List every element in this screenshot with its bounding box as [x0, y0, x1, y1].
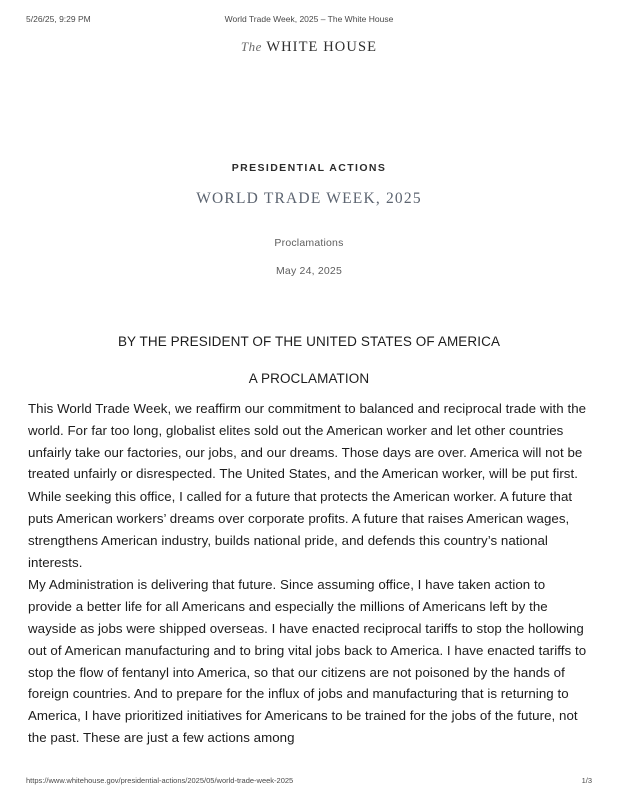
print-header — [0, 14, 618, 28]
document-date: May 24, 2025 — [275, 265, 343, 277]
masthead-white-house: WHITE HOUSE — [266, 39, 378, 55]
page-title: WORLD TRADE WEEK, 2025 — [196, 190, 422, 207]
body-paragraph: My Administration is delivering that future. Since assuming office, I have taken action to provide a better life for all Americans and especially the millions of Americans left by the wayside as jobs were shipped overseas. I have enacted reciprocal tariffs to stop the hollowing out of American manufacturing and to bring vital jobs back to America. I have enacted tariffs to stop the flow of fentanyl into America, so that our citizens are not poisoned by the hands of foreign countries. And to prepare for the influx of jobs and manufacturing that is returning to America, I have prioritized initiatives for Americans to be trained for the jobs of the future, not the past. These are just a few actions among — [28, 577, 587, 745]
print-footer — [0, 776, 618, 788]
masthead-the: The — [240, 39, 262, 54]
print-page-number: 1/3 — [581, 776, 592, 785]
document-subheading: A PROCLAMATION — [248, 371, 370, 386]
document-category: Proclamations — [274, 237, 344, 249]
print-source-url: https://www.whitehouse.gov/presidential-actions/2025/05/world-trade-week-2025 — [26, 776, 294, 785]
print-timestamp: 5/26/25, 9:29 PM — [26, 14, 91, 24]
site-masthead[interactable] — [0, 38, 618, 56]
document-body — [28, 334, 590, 750]
body-paragraph: This World Trade Week, we reaffirm our commitment to balanced and reciprocal trade with the world. For far too long, globalist elites sold out the American worker and let other countries unfairly take our factories, our jobs, and our dreams. Those days are over. America will not be treated unfairly or disrespected. The United States, and the American worker, will be put first. — [28, 401, 587, 482]
print-page-title: World Trade Week, 2025 – The White House — [224, 14, 394, 24]
document-byline: BY THE PRESIDENT OF THE UNITED STATES OF AMERICA — [117, 334, 501, 349]
section-eyebrow: PRESIDENTIAL ACTIONS — [231, 162, 387, 174]
body-paragraph: While seeking this office, I called for a future that protects the American worker. A future that puts American workers’ dreams over corporate profits. A future that raises American wages, strengthens American industry, builds national pride, and defends this country’s national interests. — [28, 489, 573, 570]
